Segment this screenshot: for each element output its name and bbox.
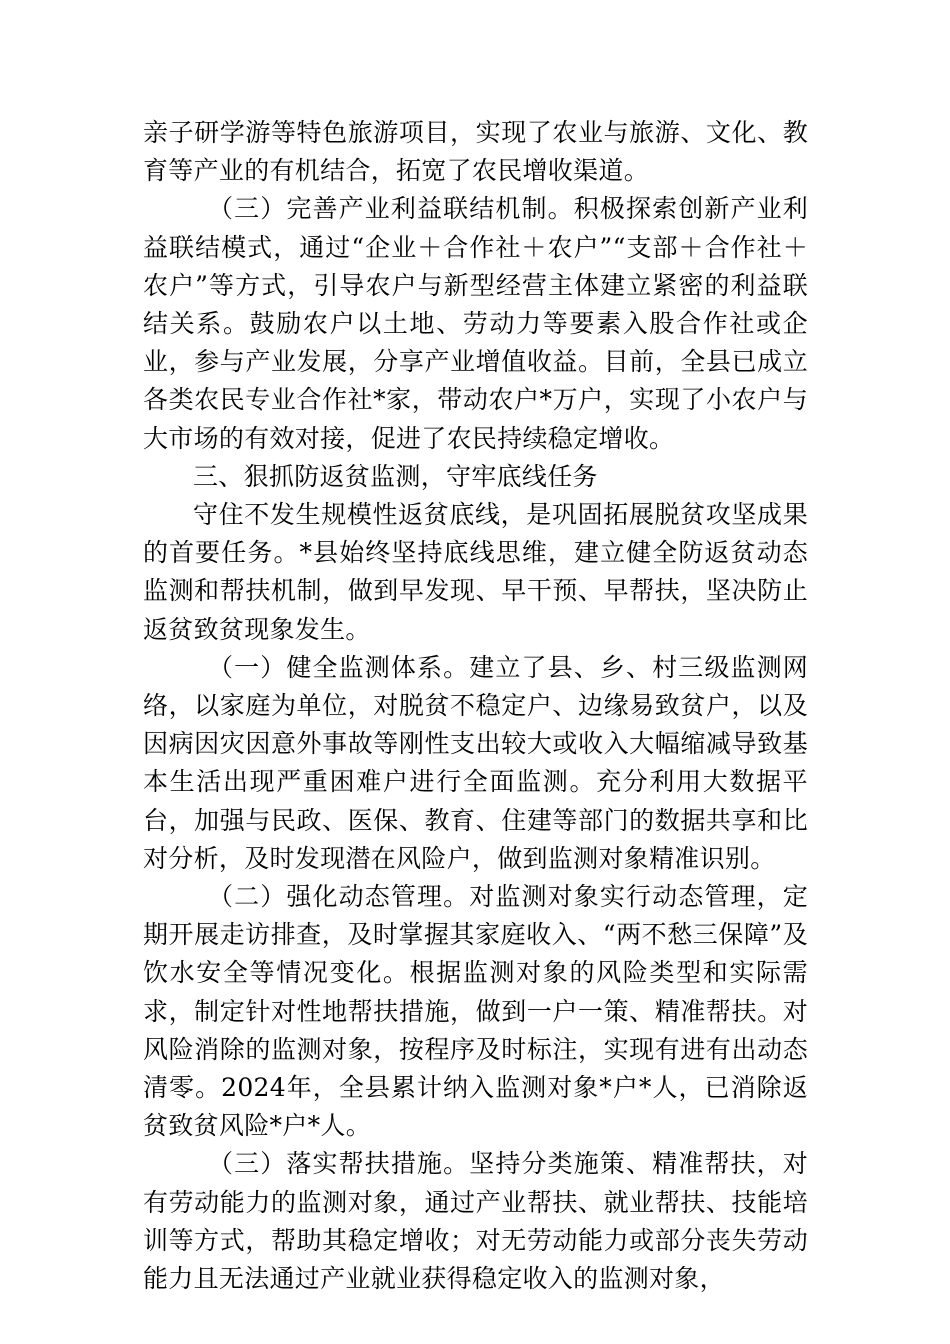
document-body bbox=[143, 114, 808, 1298]
paragraph-dynamic-management: （二）强化动态管理。对监测对象实行动态管理，定期开展走访排查，及时掌握其家庭收入、“两不愁三保障”及饮水安全等情况变化。根据监测对象的风险类型和实际需求，制定针对性地帮扶措施，做到一户一策、精准帮扶。对风险消除的监测对象，按程序及时标注，实现有进有出动态清零。2024年，全县累计纳入监测对象*户*人，已消除返贫致贫风险*户*人。 bbox=[143, 882, 808, 1141]
section-heading: 三、狠抓防返贫监测，守牢底线任务 bbox=[193, 461, 598, 491]
paragraph-interest-linkage: （三）完善产业利益联结机制。积极探索创新产业利益联结模式，通过“企业＋合作社＋农户”“支部＋合作社＋农户”等方式，引导农户与新型经营主体建立紧密的利益联结关系。鼓励农户以土地、劳动力等要素入股合作社或企业，参与产业发展，分享产业增值收益。目前，全县已成立各类农民专业合作社*家，带动农户*万户，实现了小农户与大市场的有效对接，促进了农民持续稳定增收。 bbox=[143, 194, 808, 453]
paragraph-assistance-measures: （三）落实帮扶措施。坚持分类施策、精准帮扶，对有劳动能力的监测对象，通过产业帮扶、就业帮扶、技能培训等方式，帮助其稳定增收；对无劳动能力或部分丧失劳动能力且无法通过产业就业获得稳定收入的监测对象， bbox=[143, 1149, 808, 1294]
paragraph-continuation: 亲子研学游等特色旅游项目，实现了农业与旅游、文化、教育等产业的有机结合，拓宽了农民增收渠道。 bbox=[143, 118, 808, 186]
paragraph-section-intro: 守住不发生规模性返贫底线，是巩固拓展脱贫攻坚成果的首要任务。*县始终坚持底线思维，建立健全防返贫动态监测和帮扶机制，做到早发现、早干预、早帮扶，坚决防止返贫致贫现象发生。 bbox=[143, 500, 808, 644]
paragraph-monitoring-system: （一）健全监测体系。建立了县、乡、村三级监测网络，以家庭为单位，对脱贫不稳定户、边缘易致贫户，以及因病因灾因意外事故等刚性支出较大或收入大幅缩减导致基本生活出现严重困难户进行全面监测。充分利用大数据平台，加强与民政、医保、教育、住建等部门的数据共享和比对分析，及时发现潜在风险户，做到监测对象精准识别。 bbox=[143, 652, 808, 873]
